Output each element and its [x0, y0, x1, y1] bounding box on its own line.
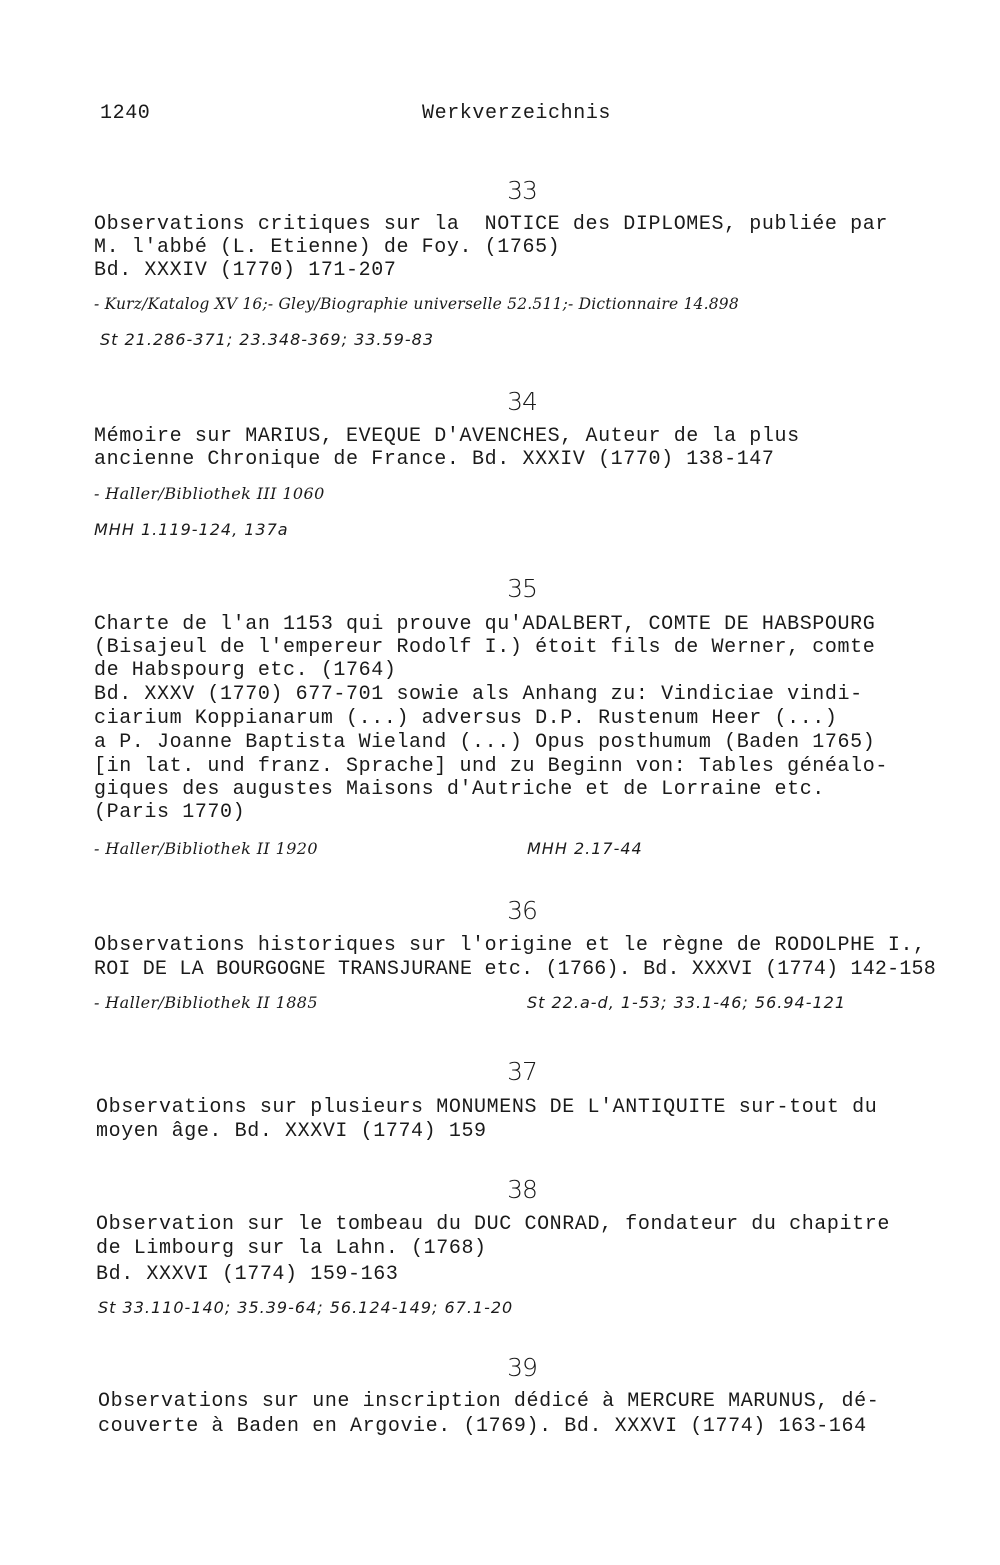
- entry-number: 37: [507, 1057, 537, 1086]
- entry-text-line: M. l'abbé (L. Etienne) de Foy. (1765): [94, 236, 561, 259]
- entry-text-line: Observations critiques sur la NOTICE des DIPLOMES, publiée par: [94, 213, 888, 236]
- entry-number: 33: [507, 176, 537, 205]
- bibliographic-reference: - Haller/Bibliothek II 1920: [94, 839, 318, 858]
- entry-text-line: [in lat. und franz. Sprache] und zu Beginn von: Tables généalo-: [94, 755, 888, 778]
- entry-text-line: Observation sur le tombeau du DUC CONRAD, fondateur du chapitre: [96, 1213, 890, 1236]
- entry-text-line: moyen âge. Bd. XXXVI (1774) 159: [96, 1120, 487, 1143]
- source-signature: MHH 1.119-124, 137a: [94, 520, 289, 539]
- entry-text-line: ancienne Chronique de France. Bd. XXXIV (1770) 138-147: [94, 448, 775, 471]
- entry-number: 36: [507, 896, 537, 925]
- entry-text-line: Charte de l'an 1153 qui prouve qu'ADALBERT, COMTE DE HABSPOURG: [94, 613, 876, 636]
- source-signature: St 22.a-d, 1-53; 33.1-46; 56.94-121: [527, 993, 847, 1012]
- entry-text-line: Bd. XXXVI (1774) 159-163: [96, 1263, 399, 1286]
- entry-number: 34: [507, 387, 537, 416]
- entry-text-line: Mémoire sur MARIUS, EVEQUE D'AVENCHES, Auteur de la plus: [94, 425, 800, 448]
- bibliographic-reference: - Kurz/Katalog XV 16;- Gley/Biographie universelle 52.511;- Dictionnaire 14.898: [94, 295, 739, 313]
- entry-text-line: (Paris 1770): [94, 801, 246, 824]
- entry-text-line: Bd. XXXIV (1770) 171-207: [94, 259, 397, 282]
- source-signature: St 21.286-371; 23.348-369; 33.59-83: [100, 330, 434, 349]
- entry-text-line: de Habspourg etc. (1764): [94, 659, 397, 682]
- entry-text-line: (Bisajeul de l'empereur Rodolf I.) étoit fils de Werner, comte: [94, 636, 876, 659]
- source-signature: St 33.110-140; 35.39-64; 56.124-149; 67.1-20: [98, 1298, 514, 1317]
- entry-number: 38: [507, 1175, 537, 1204]
- page-number: 1240: [100, 102, 151, 125]
- entry-text-line: Observations sur plusieurs MONUMENS DE L'ANTIQUITE sur-tout du: [96, 1096, 878, 1119]
- bibliographic-reference: - Haller/Bibliothek III 1060: [94, 484, 325, 503]
- entry-text-line: giques des augustes Maisons d'Autriche et de Lorraine etc.: [94, 778, 825, 801]
- entry-text-line: Observations sur une inscription dédicé à MERCURE MARUNUS, dé-: [98, 1390, 880, 1413]
- entry-text-line: de Limbourg sur la Lahn. (1768): [96, 1237, 487, 1260]
- entry-text-line: Bd. XXXV (1770) 677-701 sowie als Anhang zu: Vindiciae vindi-: [94, 683, 863, 706]
- entry-number: 35: [507, 574, 537, 603]
- entry-text-line: ciarium Koppianarum (...) adversus D.P. Rustenum Heer (...): [94, 707, 838, 730]
- source-signature: MHH 2.17-44: [527, 839, 643, 858]
- entry-text-line: a P. Joanne Baptista Wieland (...) Opus posthumum (Baden 1765): [94, 731, 876, 754]
- bibliographic-reference: - Haller/Bibliothek II 1885: [94, 993, 318, 1012]
- running-title: Werkverzeichnis: [422, 102, 612, 125]
- entry-text-line: ROI DE LA BOURGOGNE TRANSJURANE etc. (1766). Bd. XXXVI (1774) 142-158: [94, 958, 936, 981]
- entry-number: 39: [507, 1353, 537, 1382]
- entry-text-line: couverte à Baden en Argovie. (1769). Bd. XXXVI (1774) 163-164: [98, 1415, 867, 1438]
- entry-text-line: Observations historiques sur l'origine et le règne de RODOLPHE I.,: [94, 934, 926, 957]
